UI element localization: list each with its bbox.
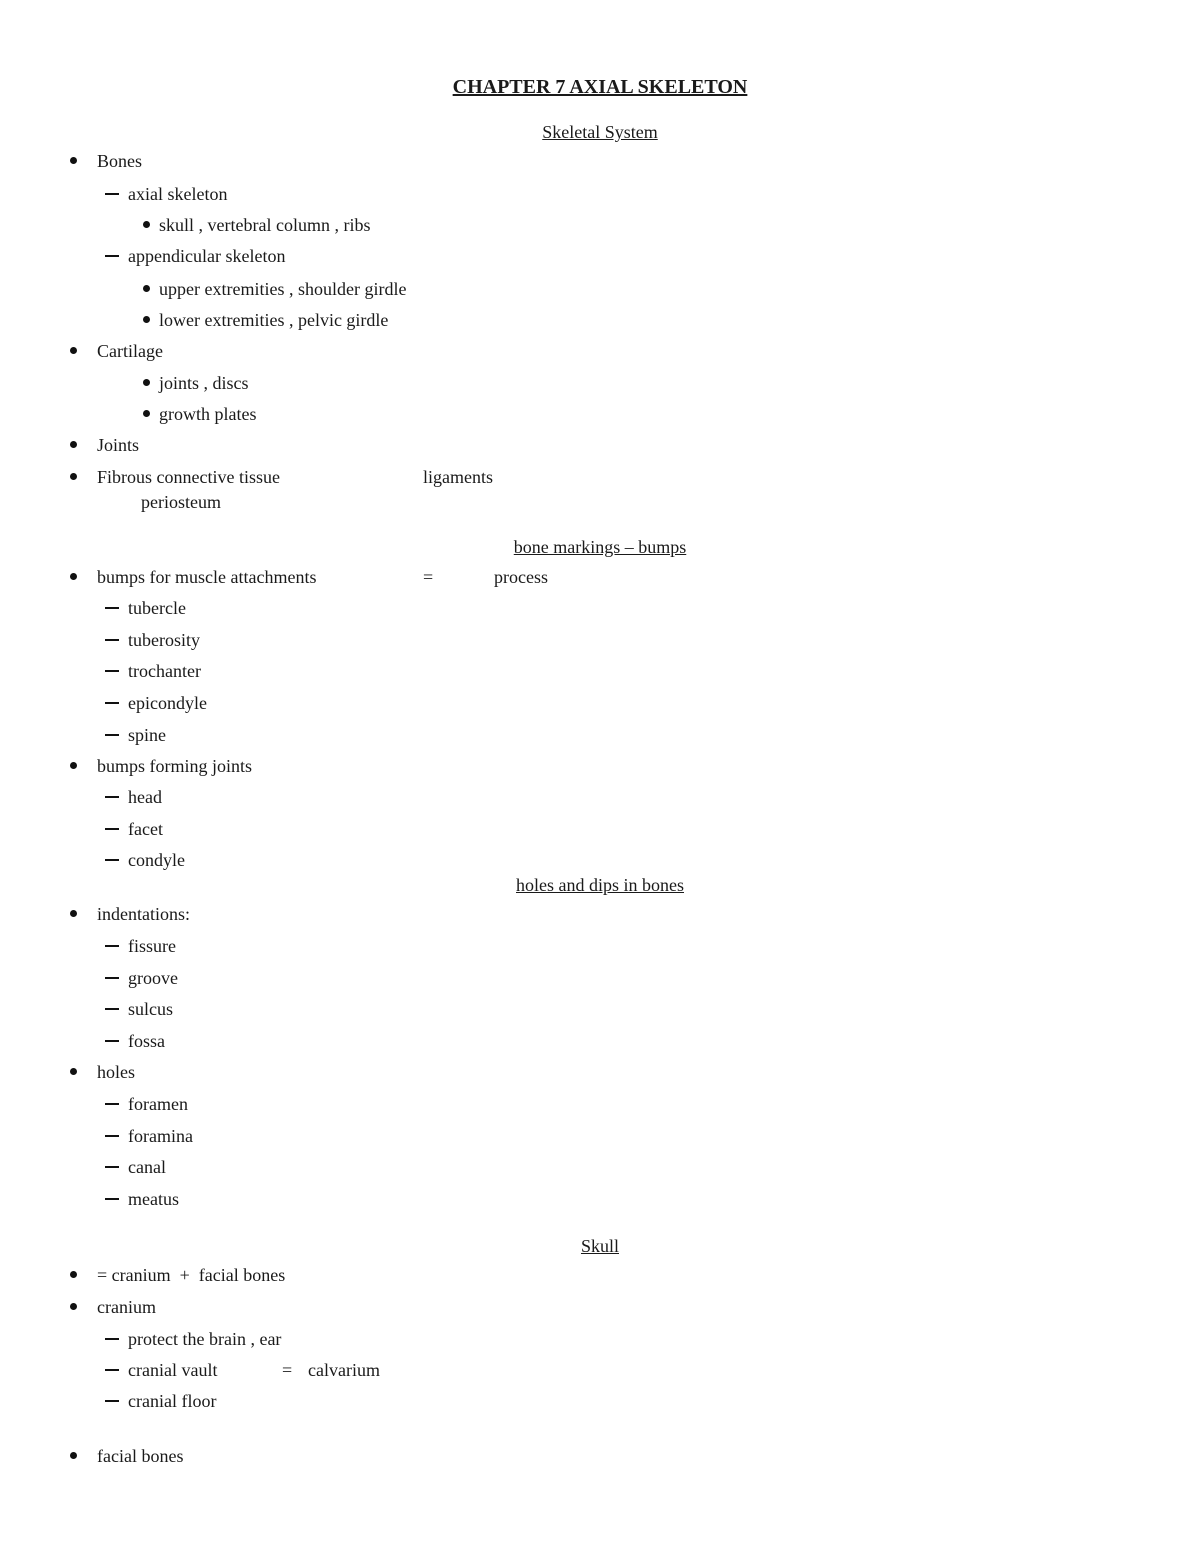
bullet-dot bbox=[70, 1068, 77, 1075]
dash-marker bbox=[105, 945, 119, 947]
dash-marker bbox=[105, 1198, 119, 1200]
sub-item-text: fissure bbox=[128, 936, 176, 956]
bullet-text: Joints bbox=[97, 435, 140, 455]
calvarium-text: calvarium bbox=[308, 1360, 380, 1380]
section-heading-holes-and-dips: holes and dips in bones bbox=[516, 875, 684, 895]
sub-item-text: cranial floor bbox=[128, 1391, 217, 1411]
sub-item-text: epicondyle bbox=[128, 693, 207, 713]
equals-sign: = bbox=[282, 1360, 293, 1380]
sub-item-text: foramina bbox=[128, 1126, 193, 1146]
dash-marker bbox=[105, 1338, 119, 1340]
bullet-text: holes bbox=[97, 1062, 135, 1082]
section-heading-skull: Skull bbox=[580, 1236, 619, 1256]
bullet-dot bbox=[70, 441, 77, 448]
ligaments-text: ligaments bbox=[423, 467, 493, 487]
dash-marker bbox=[105, 859, 119, 861]
dash-marker bbox=[105, 255, 119, 257]
dash-marker bbox=[105, 639, 119, 641]
bullet-dot bbox=[70, 762, 77, 769]
bullet-text: cranium bbox=[97, 1297, 156, 1317]
bullet-dot bbox=[70, 910, 77, 917]
sub-item-text: protect the brain , ear bbox=[128, 1329, 282, 1349]
bullet-text: Bones bbox=[97, 151, 142, 171]
bullet-dot bbox=[143, 285, 150, 292]
sub-item-text: tuberosity bbox=[128, 630, 200, 650]
dash-marker bbox=[105, 607, 119, 609]
dash-marker bbox=[105, 1103, 119, 1105]
dash-marker bbox=[105, 796, 119, 798]
periosteum-text: periosteum bbox=[141, 492, 221, 512]
page-title: CHAPTER 7 AXIAL SKELETON bbox=[452, 76, 748, 98]
sub-item-text: tubercle bbox=[128, 598, 186, 618]
sub-sub-item-text: lower extremities , pelvic girdle bbox=[159, 310, 389, 330]
bullet-text: bumps for muscle attachments bbox=[97, 567, 317, 587]
bullet-dot bbox=[70, 157, 77, 164]
section-heading-skeletal-system: Skeletal System bbox=[542, 122, 658, 142]
sub-item-text: spine bbox=[128, 725, 166, 745]
dash-marker bbox=[105, 670, 119, 672]
sub-item-text: groove bbox=[128, 968, 178, 988]
bullet-dot bbox=[143, 316, 150, 323]
bullet-dot bbox=[70, 1303, 77, 1310]
bullet-dot bbox=[70, 573, 77, 580]
bullet-text: Fibrous connective tissue bbox=[97, 467, 280, 487]
dash-marker bbox=[105, 1400, 119, 1402]
dash-marker bbox=[105, 1135, 119, 1137]
section-heading-bone-markings: bone markings – bumps bbox=[513, 537, 687, 557]
bullet-text: bumps forming joints bbox=[97, 756, 253, 776]
sub-item-text: canal bbox=[128, 1157, 166, 1177]
dash-marker bbox=[105, 1008, 119, 1010]
bullet-text: = cranium + facial bones bbox=[97, 1265, 286, 1285]
dash-marker bbox=[105, 734, 119, 736]
bullet-dot bbox=[143, 410, 150, 417]
sub-item-text: facet bbox=[128, 819, 163, 839]
dash-marker bbox=[105, 702, 119, 704]
process-text: process bbox=[494, 567, 548, 587]
sub-item-text: head bbox=[128, 787, 162, 807]
sub-item-text: appendicular skeleton bbox=[128, 246, 286, 266]
bullet-dot bbox=[70, 347, 77, 354]
bullet-dot bbox=[70, 473, 77, 480]
dash-marker bbox=[105, 1369, 119, 1371]
sub-item-text: trochanter bbox=[128, 661, 201, 681]
sub-item-text: condyle bbox=[128, 850, 185, 870]
bullet-dot bbox=[143, 221, 150, 228]
sub-sub-item-text: skull , vertebral column , ribs bbox=[159, 215, 371, 235]
sub-item-text: meatus bbox=[128, 1189, 179, 1209]
sub-sub-item-text: growth plates bbox=[159, 404, 257, 424]
sub-sub-item-text: upper extremities , shoulder girdle bbox=[159, 279, 407, 299]
bullet-text: Cartilage bbox=[97, 341, 163, 361]
dash-marker bbox=[105, 1040, 119, 1042]
sub-item-text: sulcus bbox=[128, 999, 173, 1019]
dash-marker bbox=[105, 1166, 119, 1168]
equals-sign: = bbox=[423, 567, 434, 587]
bullet-dot bbox=[70, 1452, 77, 1459]
sub-item-text: axial skeleton bbox=[128, 184, 228, 204]
bullet-dot bbox=[70, 1271, 77, 1278]
sub-item-text: fossa bbox=[128, 1031, 165, 1051]
bullet-dot bbox=[143, 379, 150, 386]
dash-marker bbox=[105, 193, 119, 195]
sub-item-text: foramen bbox=[128, 1094, 188, 1114]
sub-item-text: cranial vault bbox=[128, 1360, 218, 1380]
sub-sub-item-text: joints , discs bbox=[159, 373, 249, 393]
bullet-text: facial bones bbox=[97, 1446, 184, 1466]
bullet-text: indentations: bbox=[97, 904, 190, 924]
dash-marker bbox=[105, 828, 119, 830]
dash-marker bbox=[105, 977, 119, 979]
